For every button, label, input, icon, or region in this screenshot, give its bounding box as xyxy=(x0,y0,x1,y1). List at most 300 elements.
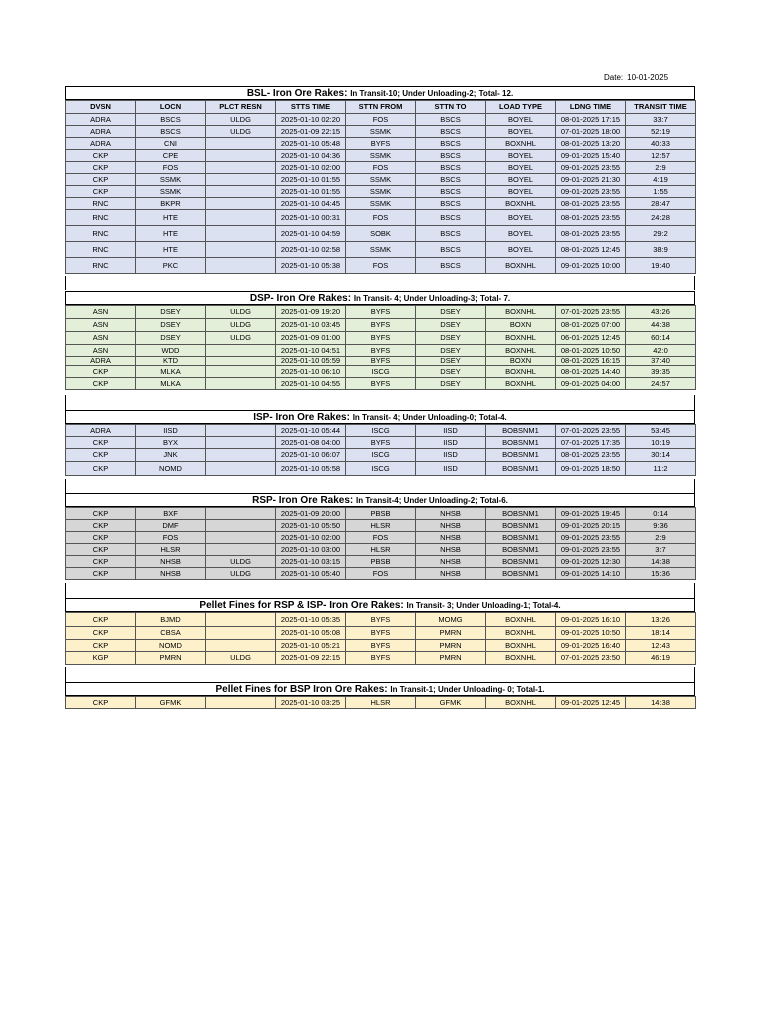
cell-load-type: BOBSNM1 xyxy=(486,556,556,568)
cell-stts-time: 2025-01-09 22:15 xyxy=(276,652,346,665)
cell-load-type: BOXNHL xyxy=(486,652,556,665)
cell-stts-time: 2025-01-10 02:58 xyxy=(276,242,346,258)
section-title-main: ISP- Iron Ore Rakes: xyxy=(253,412,350,423)
cell-sttn-from: BYFS xyxy=(346,378,416,390)
cell-sttn-from: BYFS xyxy=(346,306,416,319)
table-row xyxy=(66,174,696,186)
cell-ldng-time: 09-01-2025 12:30 xyxy=(556,556,626,568)
cell-locn: FOS xyxy=(136,532,206,544)
cell-transit-time: 15:36 xyxy=(626,568,696,580)
cell-sttn-from: FOS xyxy=(346,532,416,544)
cell-sttn-from: PBSB xyxy=(346,508,416,520)
cell-ldng-time: 09-01-2025 15:40 xyxy=(556,150,626,162)
cell-dvsn: CKP xyxy=(66,150,136,162)
cell-sttn-from: SSMK xyxy=(346,174,416,186)
cell-dvsn: CKP xyxy=(66,544,136,556)
cell-locn: FOS xyxy=(136,162,206,174)
cell-sttn-to: IISD xyxy=(416,425,486,437)
cell-locn: BSCS xyxy=(136,126,206,138)
cell-ldng-time: 09-01-2025 04:00 xyxy=(556,378,626,390)
cell-stts-time: 2025-01-10 01:55 xyxy=(276,174,346,186)
cell-plct-resn xyxy=(206,258,276,274)
cell-locn: SSMK xyxy=(136,174,206,186)
cell-transit-time: 52:19 xyxy=(626,126,696,138)
cell-sttn-to: BSCS xyxy=(416,242,486,258)
section-title-summary: In Transit-1; Under Unloading- 0; Total-1. xyxy=(390,685,545,694)
table-row xyxy=(66,114,696,126)
cell-dvsn: CKP xyxy=(66,174,136,186)
cell-stts-time: 2025-01-08 04:00 xyxy=(276,437,346,449)
cell-load-type: BOBSNM1 xyxy=(486,544,556,556)
cell-stts-time: 2025-01-10 04:36 xyxy=(276,150,346,162)
cell-plct-resn xyxy=(206,357,276,366)
cell-plct-resn xyxy=(206,627,276,640)
cell-stts-time: 2025-01-10 04:55 xyxy=(276,378,346,390)
cell-sttn-from: FOS xyxy=(346,114,416,126)
cell-dvsn: ASN xyxy=(66,319,136,332)
cell-sttn-from: SSMK xyxy=(346,150,416,162)
table-row xyxy=(66,332,696,345)
cell-load-type: BOXNHL xyxy=(486,345,556,357)
section-title-main: RSP- Iron Ore Rakes: xyxy=(252,495,354,506)
cell-plct-resn xyxy=(206,640,276,652)
bsl-section xyxy=(65,86,695,274)
cell-locn: MLKA xyxy=(136,378,206,390)
cell-sttn-to: IISD xyxy=(416,462,486,476)
cell-ldng-time: 08-01-2025 10:50 xyxy=(556,345,626,357)
cell-transit-time: 33:7 xyxy=(626,114,696,126)
cell-ldng-time: 09-01-2025 16:40 xyxy=(556,640,626,652)
cell-sttn-from: BYFS xyxy=(346,627,416,640)
pellet-rsp-isp-table xyxy=(65,612,696,665)
table-row xyxy=(66,126,696,138)
section-gap xyxy=(65,583,695,598)
cell-sttn-to: NHSB xyxy=(416,544,486,556)
cell-transit-time: 28:47 xyxy=(626,198,696,210)
rsp-section xyxy=(65,493,695,580)
table-row xyxy=(66,242,696,258)
cell-sttn-from: SSMK xyxy=(346,186,416,198)
column-header-sttn-to: STTN TO xyxy=(416,101,486,114)
cell-dvsn: CKP xyxy=(66,613,136,627)
cell-locn: NOMD xyxy=(136,640,206,652)
cell-locn: BXF xyxy=(136,508,206,520)
cell-transit-time: 14:38 xyxy=(626,556,696,568)
cell-transit-time: 4:19 xyxy=(626,174,696,186)
cell-load-type: BOBSNM1 xyxy=(486,462,556,476)
cell-transit-time: 42:0 xyxy=(626,345,696,357)
cell-plct-resn: ULDG xyxy=(206,568,276,580)
cell-sttn-to: NHSB xyxy=(416,508,486,520)
cell-sttn-to: NHSB xyxy=(416,532,486,544)
cell-load-type: BOYEL xyxy=(486,174,556,186)
cell-sttn-to: BSCS xyxy=(416,198,486,210)
cell-stts-time: 2025-01-10 03:25 xyxy=(276,697,346,709)
table-row xyxy=(66,319,696,332)
cell-plct-resn xyxy=(206,186,276,198)
table-row xyxy=(66,568,696,580)
pellet-rsp-isp-section xyxy=(65,598,695,665)
table-row xyxy=(66,198,696,210)
cell-plct-resn xyxy=(206,174,276,186)
cell-locn: SSMK xyxy=(136,186,206,198)
cell-ldng-time: 09-01-2025 23:55 xyxy=(556,544,626,556)
cell-dvsn: ASN xyxy=(66,345,136,357)
cell-ldng-time: 09-01-2025 20:15 xyxy=(556,520,626,532)
cell-stts-time: 2025-01-10 03:00 xyxy=(276,544,346,556)
cell-dvsn: CKP xyxy=(66,186,136,198)
cell-sttn-to: BSCS xyxy=(416,150,486,162)
dsp-table xyxy=(65,305,696,390)
cell-plct-resn xyxy=(206,613,276,627)
table-row xyxy=(66,357,696,366)
cell-plct-resn xyxy=(206,425,276,437)
cell-plct-resn: ULDG xyxy=(206,652,276,665)
cell-transit-time: 43:26 xyxy=(626,306,696,319)
cell-locn: BYX xyxy=(136,437,206,449)
cell-ldng-time: 09-01-2025 16:10 xyxy=(556,613,626,627)
cell-load-type: BOBSNM1 xyxy=(486,520,556,532)
cell-load-type: BOXNHL xyxy=(486,306,556,319)
cell-locn: BSCS xyxy=(136,114,206,126)
table-row xyxy=(66,652,696,665)
pellet-bsp-section xyxy=(65,682,695,709)
cell-plct-resn xyxy=(206,532,276,544)
cell-transit-time: 19:40 xyxy=(626,258,696,274)
cell-ldng-time: 09-01-2025 14:10 xyxy=(556,568,626,580)
cell-transit-time: 11:2 xyxy=(626,462,696,476)
section-title-main: DSP- Iron Ore Rakes: xyxy=(249,293,352,304)
cell-ldng-time: 06-01-2025 12:45 xyxy=(556,332,626,345)
cell-sttn-to: PMRN xyxy=(416,652,486,665)
section-gap xyxy=(65,276,695,290)
cell-dvsn: CKP xyxy=(66,449,136,462)
cell-load-type: BOBSNM1 xyxy=(486,568,556,580)
cell-dvsn: CKP xyxy=(66,532,136,544)
cell-load-type: BOYEL xyxy=(486,114,556,126)
section-title-summary: In Transit-10; Under Unloading-2; Total- 12. xyxy=(350,89,514,98)
cell-transit-time: 1:55 xyxy=(626,186,696,198)
section-title-summary: In Transit- 4; Under Unloading-3; Total- 7. xyxy=(353,294,511,303)
table-row xyxy=(66,556,696,568)
cell-dvsn: CKP xyxy=(66,462,136,476)
section-gap xyxy=(65,395,695,410)
cell-transit-time: 30:14 xyxy=(626,449,696,462)
cell-stts-time: 2025-01-10 05:40 xyxy=(276,568,346,580)
section-title xyxy=(65,598,695,612)
cell-load-type: BOYEL xyxy=(486,162,556,174)
cell-load-type: BOXNHL xyxy=(486,332,556,345)
table-row xyxy=(66,462,696,476)
cell-stts-time: 2025-01-10 02:00 xyxy=(276,532,346,544)
table-row xyxy=(66,627,696,640)
cell-sttn-to: BSCS xyxy=(416,226,486,242)
cell-load-type: BOXNHL xyxy=(486,378,556,390)
cell-transit-time: 2:9 xyxy=(626,532,696,544)
cell-ldng-time: 08-01-2025 12:45 xyxy=(556,242,626,258)
cell-sttn-to: BSCS xyxy=(416,174,486,186)
cell-dvsn: RNC xyxy=(66,210,136,226)
cell-load-type: BOXN xyxy=(486,357,556,366)
cell-stts-time: 2025-01-09 01:00 xyxy=(276,332,346,345)
cell-stts-time: 2025-01-10 04:51 xyxy=(276,345,346,357)
column-header-sttn-from: STTN FROM xyxy=(346,101,416,114)
cell-locn: NOMD xyxy=(136,462,206,476)
table-row xyxy=(66,425,696,437)
cell-locn: HTE xyxy=(136,242,206,258)
cell-transit-time: 60:14 xyxy=(626,332,696,345)
table-row xyxy=(66,258,696,274)
cell-transit-time: 24:28 xyxy=(626,210,696,226)
cell-ldng-time: 08-01-2025 16:15 xyxy=(556,357,626,366)
cell-sttn-to: DSEY xyxy=(416,366,486,378)
cell-sttn-from: HLSR xyxy=(346,697,416,709)
cell-plct-resn xyxy=(206,150,276,162)
cell-load-type: BOXNHL xyxy=(486,366,556,378)
cell-load-type: BOYEL xyxy=(486,210,556,226)
cell-sttn-from: PBSB xyxy=(346,556,416,568)
section-title xyxy=(65,410,695,424)
cell-sttn-from: BYFS xyxy=(346,437,416,449)
cell-dvsn: CKP xyxy=(66,378,136,390)
cell-plct-resn: ULDG xyxy=(206,319,276,332)
column-header-ldng-time: LDNG TIME xyxy=(556,101,626,114)
cell-load-type: BOXNHL xyxy=(486,627,556,640)
cell-sttn-to: NHSB xyxy=(416,568,486,580)
cell-dvsn: CKP xyxy=(66,697,136,709)
cell-ldng-time: 08-01-2025 23:55 xyxy=(556,449,626,462)
cell-plct-resn xyxy=(206,544,276,556)
cell-load-type: BOBSNM1 xyxy=(486,449,556,462)
cell-sttn-to: BSCS xyxy=(416,258,486,274)
cell-sttn-from: BYFS xyxy=(346,332,416,345)
cell-transit-time: 14:38 xyxy=(626,697,696,709)
cell-dvsn: CKP xyxy=(66,520,136,532)
cell-transit-time: 40:33 xyxy=(626,138,696,150)
table-header-row xyxy=(66,101,696,114)
column-header-load-type: LOAD TYPE xyxy=(486,101,556,114)
cell-locn: NHSB xyxy=(136,556,206,568)
isp-section xyxy=(65,410,695,476)
cell-stts-time: 2025-01-10 05:21 xyxy=(276,640,346,652)
cell-load-type: BOBSNM1 xyxy=(486,437,556,449)
cell-locn: IISD xyxy=(136,425,206,437)
section-gap xyxy=(65,479,695,493)
cell-dvsn: CKP xyxy=(66,508,136,520)
cell-plct-resn: ULDG xyxy=(206,126,276,138)
cell-stts-time: 2025-01-10 06:07 xyxy=(276,449,346,462)
cell-sttn-from: ISCG xyxy=(346,366,416,378)
table-row xyxy=(66,532,696,544)
cell-transit-time: 29:2 xyxy=(626,226,696,242)
cell-transit-time: 37:40 xyxy=(626,357,696,366)
section-title-main: BSL- Iron Ore Rakes: xyxy=(246,88,348,99)
cell-transit-time: 10:19 xyxy=(626,437,696,449)
table-row xyxy=(66,544,696,556)
cell-transit-time: 18:14 xyxy=(626,627,696,640)
section-title-summary: In Transit- 3; Under Unloading-1; Total-4. xyxy=(406,601,561,610)
cell-sttn-to: NHSB xyxy=(416,520,486,532)
cell-stts-time: 2025-01-10 05:08 xyxy=(276,627,346,640)
cell-transit-time: 2:9 xyxy=(626,162,696,174)
cell-sttn-from: SSMK xyxy=(346,126,416,138)
cell-sttn-to: IISD xyxy=(416,437,486,449)
isp-table xyxy=(65,424,696,476)
cell-sttn-from: HLSR xyxy=(346,544,416,556)
cell-plct-resn xyxy=(206,210,276,226)
cell-load-type: BOXN xyxy=(486,319,556,332)
cell-plct-resn xyxy=(206,437,276,449)
column-header-transit-time: TRANSIT TIME xyxy=(626,101,696,114)
cell-load-type: BOBSNM1 xyxy=(486,508,556,520)
cell-dvsn: CKP xyxy=(66,640,136,652)
cell-locn: DSEY xyxy=(136,306,206,319)
cell-sttn-from: FOS xyxy=(346,210,416,226)
section-title xyxy=(65,493,695,507)
section-title-main: Pellet Fines for RSP & ISP- Iron Ore Rakes: xyxy=(199,600,404,611)
section-title xyxy=(65,291,695,305)
cell-ldng-time: 09-01-2025 23:55 xyxy=(556,532,626,544)
cell-transit-time: 13:26 xyxy=(626,613,696,627)
section-title xyxy=(65,682,695,696)
cell-transit-time: 3:7 xyxy=(626,544,696,556)
column-header-plct-resn: PLCT RESN xyxy=(206,101,276,114)
cell-locn: GFMK xyxy=(136,697,206,709)
cell-load-type: BOYEL xyxy=(486,126,556,138)
cell-load-type: BOYEL xyxy=(486,150,556,162)
cell-sttn-to: DSEY xyxy=(416,332,486,345)
cell-ldng-time: 09-01-2025 23:55 xyxy=(556,186,626,198)
section-gap xyxy=(65,667,695,682)
cell-ldng-time: 08-01-2025 14:40 xyxy=(556,366,626,378)
cell-locn: MLKA xyxy=(136,366,206,378)
column-header-dvsn: DVSN xyxy=(66,101,136,114)
cell-sttn-from: ISCG xyxy=(346,425,416,437)
cell-ldng-time: 07-01-2025 23:50 xyxy=(556,652,626,665)
cell-plct-resn xyxy=(206,462,276,476)
cell-sttn-from: HLSR xyxy=(346,520,416,532)
cell-ldng-time: 09-01-2025 21:30 xyxy=(556,174,626,186)
cell-locn: HTE xyxy=(136,210,206,226)
cell-load-type: BOYEL xyxy=(486,186,556,198)
date-value: 10-01-2025 xyxy=(627,73,669,82)
cell-dvsn: RNC xyxy=(66,242,136,258)
table-row xyxy=(66,138,696,150)
cell-sttn-from: BYFS xyxy=(346,640,416,652)
cell-stts-time: 2025-01-09 19:20 xyxy=(276,306,346,319)
cell-stts-time: 2025-01-10 05:38 xyxy=(276,258,346,274)
cell-stts-time: 2025-01-10 05:48 xyxy=(276,138,346,150)
cell-load-type: BOBSNM1 xyxy=(486,425,556,437)
cell-dvsn: ADRA xyxy=(66,114,136,126)
cell-plct-resn xyxy=(206,226,276,242)
cell-sttn-to: PMRN xyxy=(416,627,486,640)
cell-load-type: BOXNHL xyxy=(486,697,556,709)
cell-ldng-time: 08-01-2025 23:55 xyxy=(556,198,626,210)
cell-plct-resn xyxy=(206,378,276,390)
cell-transit-time: 24:57 xyxy=(626,378,696,390)
cell-ldng-time: 08-01-2025 23:55 xyxy=(556,226,626,242)
cell-sttn-from: BYFS xyxy=(346,613,416,627)
bsl-table xyxy=(65,100,696,274)
cell-sttn-from: SSMK xyxy=(346,242,416,258)
rsp-table xyxy=(65,507,696,580)
table-row xyxy=(66,697,696,709)
cell-locn: KTD xyxy=(136,357,206,366)
cell-dvsn: CKP xyxy=(66,162,136,174)
table-row xyxy=(66,640,696,652)
table-row xyxy=(66,449,696,462)
cell-dvsn: KGP xyxy=(66,652,136,665)
cell-sttn-from: SOBK xyxy=(346,226,416,242)
table-row xyxy=(66,366,696,378)
cell-sttn-from: FOS xyxy=(346,568,416,580)
cell-ldng-time: 09-01-2025 10:00 xyxy=(556,258,626,274)
cell-sttn-to: PMRN xyxy=(416,640,486,652)
cell-sttn-to: BSCS xyxy=(416,114,486,126)
cell-transit-time: 53:45 xyxy=(626,425,696,437)
cell-load-type: BOXNHL xyxy=(486,138,556,150)
cell-plct-resn: ULDG xyxy=(206,332,276,345)
cell-sttn-to: BSCS xyxy=(416,186,486,198)
cell-sttn-from: ISCG xyxy=(346,462,416,476)
cell-sttn-to: DSEY xyxy=(416,345,486,357)
cell-sttn-to: DSEY xyxy=(416,319,486,332)
cell-dvsn: ADRA xyxy=(66,126,136,138)
cell-transit-time: 9:36 xyxy=(626,520,696,532)
cell-locn: CPE xyxy=(136,150,206,162)
cell-transit-time: 46:19 xyxy=(626,652,696,665)
cell-plct-resn xyxy=(206,449,276,462)
dsp-section xyxy=(65,291,695,390)
date-label: Date: xyxy=(604,73,624,82)
cell-sttn-from: BYFS xyxy=(346,138,416,150)
cell-ldng-time: 07-01-2025 23:55 xyxy=(556,425,626,437)
cell-load-type: BOYEL xyxy=(486,242,556,258)
cell-load-type: BOXNHL xyxy=(486,640,556,652)
cell-stts-time: 2025-01-10 04:59 xyxy=(276,226,346,242)
cell-sttn-to: DSEY xyxy=(416,378,486,390)
cell-dvsn: RNC xyxy=(66,198,136,210)
cell-ldng-time: 09-01-2025 18:50 xyxy=(556,462,626,476)
cell-dvsn: CKP xyxy=(66,437,136,449)
section-title-summary: In Transit- 4; Under Unloading-0; Total-4. xyxy=(352,413,507,422)
cell-locn: JNK xyxy=(136,449,206,462)
cell-transit-time: 39:35 xyxy=(626,366,696,378)
cell-plct-resn xyxy=(206,242,276,258)
cell-locn: DMF xyxy=(136,520,206,532)
cell-stts-time: 2025-01-10 05:35 xyxy=(276,613,346,627)
cell-locn: CNI xyxy=(136,138,206,150)
cell-plct-resn xyxy=(206,345,276,357)
cell-sttn-from: BYFS xyxy=(346,652,416,665)
table-row xyxy=(66,613,696,627)
cell-ldng-time: 07-01-2025 23:55 xyxy=(556,306,626,319)
table-row xyxy=(66,520,696,532)
cell-ldng-time: 08-01-2025 23:55 xyxy=(556,210,626,226)
cell-plct-resn xyxy=(206,520,276,532)
cell-sttn-to: MOMG xyxy=(416,613,486,627)
cell-dvsn: CKP xyxy=(66,556,136,568)
cell-stts-time: 2025-01-10 05:44 xyxy=(276,425,346,437)
cell-locn: HLSR xyxy=(136,544,206,556)
cell-locn: NHSB xyxy=(136,568,206,580)
cell-sttn-from: SSMK xyxy=(346,198,416,210)
cell-plct-resn xyxy=(206,366,276,378)
table-row xyxy=(66,162,696,174)
cell-dvsn: ADRA xyxy=(66,357,136,366)
cell-transit-time: 12:57 xyxy=(626,150,696,162)
